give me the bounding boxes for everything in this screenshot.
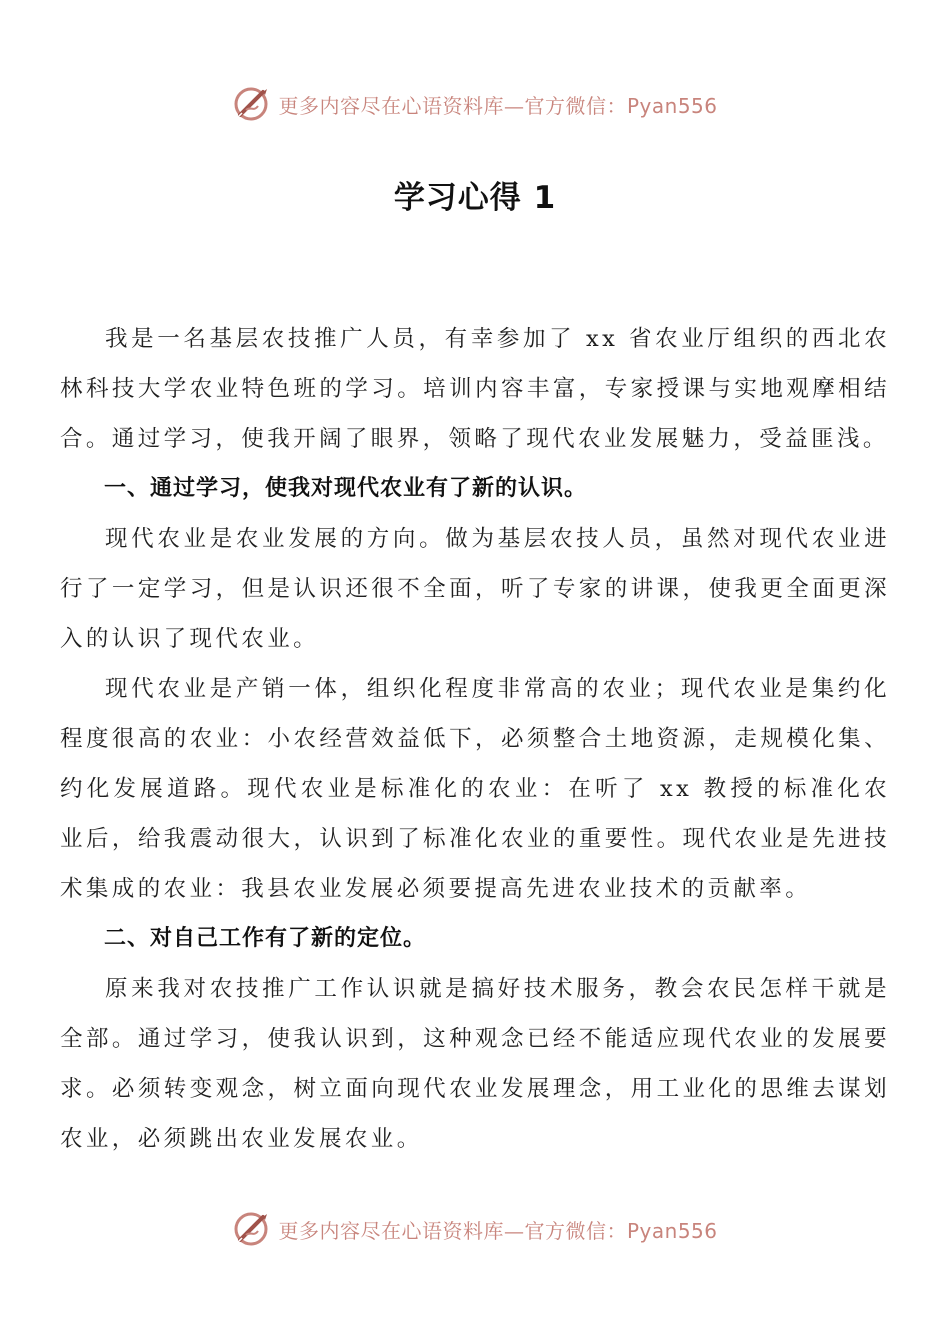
paragraph-intro: 我是一名基层农技推广人员，有幸参加了 xx 省农业厅组织的西北农林科技大学农业特色班的学习。培训内容丰富，专家授课与实地观摩相结合。通过学习，使我开阔了眼界，领略了现代农业发展魅力，受益匪浅。 <box>60 326 890 452</box>
section-heading-2: 二、对自己工作有了新的定位。 <box>104 926 427 951</box>
footer-wechat-id: Pyan556 <box>626 1218 718 1243</box>
paragraph: 原来我对农技推广工作认识就是搞好技术服务，教会农民怎样干就是全部。通过学习，使我认识到，这种观念已经不能适应现代农业的发展要求。必须转变观念，树立面向现代农业发展理念，用工业化的思维去谋划农业，必须跳出农业发展农业。 <box>60 976 890 1152</box>
pen-circle-icon <box>232 1209 272 1249</box>
footer-banner <box>0 1207 950 1251</box>
paragraph: 现代农业是产销一体，组织化程度非常高的农业；现代农业是集约化程度很高的农业：小农经营效益低下，必须整合土地资源，走规模化集、约化发展道路。现代农业是标准化的农业：在听了 xx 教授的标准化农业后，给我震动很大，认识到了标准化农业的重要性。现代农业是先进技术集成的农业：我县农业发展必须要提高先进农业技术的贡献率。 <box>60 676 890 902</box>
header-banner-text: 更多内容尽在心语资料库—官方微信：Pyan556 <box>278 93 718 118</box>
document-body <box>60 314 890 1164</box>
page-title: 学习心得 1 <box>393 180 557 216</box>
section-heading-1: 一、通过学习，使我对现代农业有了新的认识。 <box>104 476 588 501</box>
pen-circle-icon <box>232 84 272 124</box>
header-banner <box>0 82 950 126</box>
footer-banner-text: 更多内容尽在心语资料库—官方微信：Pyan556 <box>278 1218 718 1243</box>
paragraph: 现代农业是农业发展的方向。做为基层农技人员，虽然对现代农业进行了一定学习，但是认识还很不全面，听了专家的讲课，使我更全面更深入的认识了现代农业。 <box>60 526 890 652</box>
header-wechat-id: Pyan556 <box>626 93 718 118</box>
